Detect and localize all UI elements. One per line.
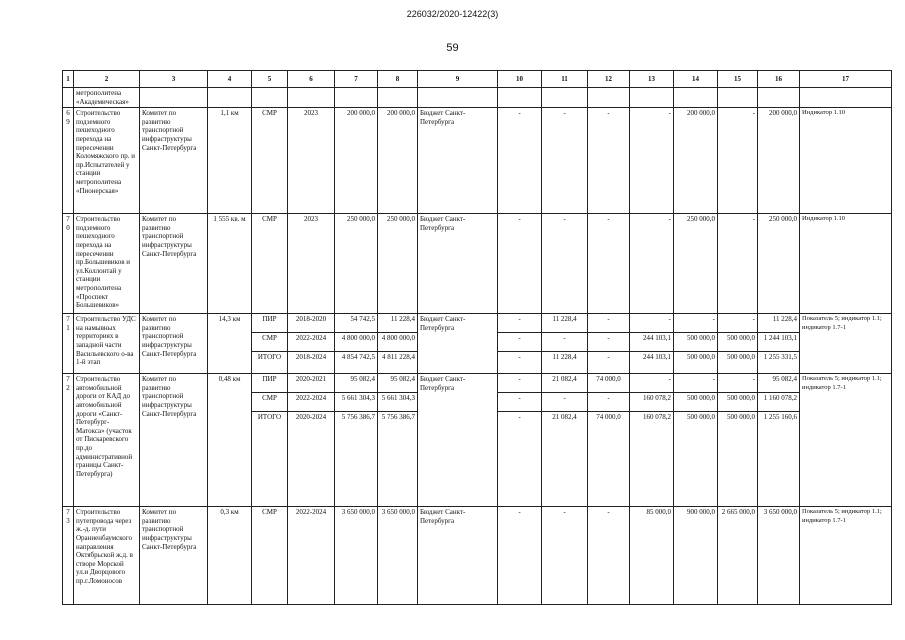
funding-source: Бюджет Санкт-Петербурга: [418, 507, 498, 605]
amount-c13: -: [630, 374, 674, 393]
column-header: 6: [288, 71, 335, 88]
amount-c16: 1 160 078,2: [758, 393, 800, 412]
amount-c12: -: [588, 314, 630, 333]
amount-c14: -: [674, 314, 718, 333]
stage: СМР: [252, 333, 288, 352]
indicator: Показатель 5; индикатор 1.1; индикатор 1.7-1: [800, 507, 892, 605]
amount-c10: -: [498, 412, 542, 507]
remaining-cost: 250 000,0: [378, 214, 418, 314]
column-header: 12: [588, 71, 630, 88]
amount-c11: 11 228,4: [542, 314, 588, 333]
remaining-cost: 4 800 000,0: [378, 333, 418, 352]
amount-c13: 244 103,1: [630, 333, 674, 352]
capacity: 1 555 кв. м: [208, 214, 252, 314]
column-header: 13: [630, 71, 674, 88]
period: 2022-2024: [288, 507, 335, 605]
table-row: [63, 507, 892, 605]
amount-c10: -: [498, 333, 542, 352]
remaining-cost: 200 000,0: [378, 108, 418, 214]
amount-c16: 95 082,4: [758, 374, 800, 393]
row-number: 70: [63, 214, 74, 314]
funding-source: Бюджет Санкт-Петербурга: [418, 214, 498, 314]
stage: ПИР: [252, 314, 288, 333]
capacity: 14,3 км: [208, 314, 252, 374]
remaining-cost: 95 082,4: [378, 374, 418, 393]
amount-c11: -: [542, 333, 588, 352]
row-number: 72: [63, 374, 74, 507]
period: 2022-2024: [288, 393, 335, 412]
amount-c16: 1 255 160,6: [758, 412, 800, 507]
capacity: 0,48 км: [208, 374, 252, 507]
amount-c16: 11 228,4: [758, 314, 800, 333]
indicator: Индикатор 1.10: [800, 214, 892, 314]
amount-c16: 1 244 103,1: [758, 333, 800, 352]
column-number-row: [63, 71, 892, 88]
total-cost: 95 082,4: [335, 374, 378, 393]
column-header: 16: [758, 71, 800, 88]
amount-c13: 85 000,0: [630, 507, 674, 605]
stage: ИТОГО: [252, 412, 288, 507]
amount-c11: 21 082,4: [542, 374, 588, 393]
total-cost: 3 650 000,0: [335, 507, 378, 605]
remaining-cost: 3 650 000,0: [378, 507, 418, 605]
amount-c13: -: [630, 314, 674, 333]
stage: ПИР: [252, 374, 288, 393]
row-number: 71: [63, 314, 74, 374]
amount-c14: 900 000,0: [674, 507, 718, 605]
amount-c13: -: [630, 108, 674, 214]
responsible-org: Комитет по развитию транспортной инфраструктуры Санкт-Петербурга: [140, 108, 208, 214]
amount-c13: 244 103,1: [630, 352, 674, 374]
column-header: 10: [498, 71, 542, 88]
table-row: [63, 214, 892, 314]
total-cost: 4 854 742,5: [335, 352, 378, 374]
amount-c14: 500 000,0: [674, 333, 718, 352]
amount-c16: 200 000,0: [758, 108, 800, 214]
column-header: 8: [378, 71, 418, 88]
column-header: 17: [800, 71, 892, 88]
amount-c11: -: [542, 214, 588, 314]
page-number: 59: [446, 42, 459, 54]
object-name: Строительство подземного пешеходного перехода на пересечении пр.Большевиков и ул.Коллонтай у станции метрополитена «Проспект Большевиков»: [74, 214, 140, 314]
remaining-cost: 4 811 228,4: [378, 352, 418, 374]
object-name: Строительство подземного пешеходного перехода на пересечении Коломяжского пр. и пр.Испытателей у станции метрополитена «Пионерская»: [74, 108, 140, 214]
total-cost: 4 800 000,0: [335, 333, 378, 352]
total-cost: 5 661 304,3: [335, 393, 378, 412]
period: 2020-2024: [288, 412, 335, 507]
amount-c15: 500 000,0: [718, 393, 758, 412]
program-table: [62, 70, 892, 605]
amount-c10: -: [498, 214, 542, 314]
continuation-text: метрополитена «Академическая»: [74, 88, 140, 108]
amount-c11: 21 082,4: [542, 412, 588, 507]
total-cost: 200 000,0: [335, 108, 378, 214]
amount-c11: -: [542, 393, 588, 412]
responsible-org: Комитет по развитию транспортной инфраструктуры Санкт-Петербурга: [140, 374, 208, 507]
period: 2018-2024: [288, 352, 335, 374]
responsible-org: Комитет по развитию транспортной инфраструктуры Санкт-Петербурга: [140, 314, 208, 374]
amount-c13: 160 078,2: [630, 393, 674, 412]
amount-c15: -: [718, 214, 758, 314]
document-number: 226032/2020-12422(3): [406, 9, 499, 19]
capacity: 1,1 км: [208, 108, 252, 214]
indicator: Показатель 5; индикатор 1.1; индикатор 1.7-1: [800, 374, 892, 507]
amount-c15: -: [718, 314, 758, 333]
amount-c12: -: [588, 352, 630, 374]
amount-c15: 2 665 000,0: [718, 507, 758, 605]
object-name: Строительство путепровода через ж.-д. пути Ораниенбаумского направления Октябрьской ж.д. в створе Морской ул.и Дворцового пр.г.Ломоносов: [74, 507, 140, 605]
table-row: [63, 374, 892, 393]
stage: СМР: [252, 507, 288, 605]
table-row: [63, 314, 892, 333]
object-name: Строительство УДС на намывных территориях в западной части Васильевского о-ва 1-й этап: [74, 314, 140, 374]
amount-c14: 500 000,0: [674, 352, 718, 374]
column-header: 5: [252, 71, 288, 88]
amount-c10: -: [498, 507, 542, 605]
amount-c14: -: [674, 374, 718, 393]
amount-c12: 74 000,0: [588, 412, 630, 507]
funding-source: Бюджет Санкт-Петербурга: [418, 108, 498, 214]
row-number: 73: [63, 507, 74, 605]
amount-c14: 200 000,0: [674, 108, 718, 214]
amount-c14: 250 000,0: [674, 214, 718, 314]
indicator: Индикатор 1.10: [800, 108, 892, 214]
column-header: 7: [335, 71, 378, 88]
column-header: 14: [674, 71, 718, 88]
column-header: 2: [74, 71, 140, 88]
period: 2018-2020: [288, 314, 335, 333]
amount-c10: -: [498, 374, 542, 393]
amount-c11: 11 228,4: [542, 352, 588, 374]
responsible-org: Комитет по развитию транспортной инфраструктуры Санкт-Петербурга: [140, 214, 208, 314]
amount-c12: -: [588, 108, 630, 214]
column-header: 1: [63, 71, 74, 88]
row-number: 69: [63, 108, 74, 214]
amount-c15: -: [718, 374, 758, 393]
remaining-cost: 11 228,4: [378, 314, 418, 333]
stage: СМР: [252, 214, 288, 314]
amount-c11: -: [542, 507, 588, 605]
column-header: 3: [140, 71, 208, 88]
funding-source: Бюджет Санкт-Петербурга: [418, 374, 498, 507]
stage: СМР: [252, 108, 288, 214]
stage: СМР: [252, 393, 288, 412]
amount-c13: -: [630, 214, 674, 314]
indicator: Показатель 5; индикатор 1.1; индикатор 1.7-1: [800, 314, 892, 374]
period: 2022-2024: [288, 333, 335, 352]
amount-c10: -: [498, 352, 542, 374]
amount-c13: 160 078,2: [630, 412, 674, 507]
object-name: Строительство автомобильной дороги от КАД до автомобильной дороги «Санкт-Петербург-Матокса» (участок от Пискаревского пр.до административной границы Санкт-Петербурга): [74, 374, 140, 507]
amount-c15: 500 000,0: [718, 412, 758, 507]
remaining-cost: 5 756 386,7: [378, 412, 418, 507]
column-header: 11: [542, 71, 588, 88]
amount-c10: -: [498, 393, 542, 412]
amount-c15: 500 000,0: [718, 352, 758, 374]
amount-c12: -: [588, 214, 630, 314]
amount-c11: -: [542, 108, 588, 214]
amount-c14: 500 000,0: [674, 412, 718, 507]
remaining-cost: 5 661 304,3: [378, 393, 418, 412]
amount-c16: 3 650 000,0: [758, 507, 800, 605]
amount-c10: -: [498, 314, 542, 333]
total-cost: 5 756 386,7: [335, 412, 378, 507]
amount-c12: -: [588, 333, 630, 352]
amount-c10: -: [498, 108, 542, 214]
period: 2023: [288, 214, 335, 314]
column-header: 9: [418, 71, 498, 88]
column-header: 15: [718, 71, 758, 88]
capacity: 0,3 км: [208, 507, 252, 605]
total-cost: 54 742,5: [335, 314, 378, 333]
amount-c12: -: [588, 507, 630, 605]
responsible-org: Комитет по развитию транспортной инфраструктуры Санкт-Петербурга: [140, 507, 208, 605]
amount-c12: -: [588, 393, 630, 412]
total-cost: 250 000,0: [335, 214, 378, 314]
stage: ИТОГО: [252, 352, 288, 374]
amount-c12: 74 000,0: [588, 374, 630, 393]
amount-c15: -: [718, 108, 758, 214]
period: 2023: [288, 108, 335, 214]
column-header: 4: [208, 71, 252, 88]
amount-c16: 250 000,0: [758, 214, 800, 314]
funding-source: Бюджет Санкт-Петербурга: [418, 314, 498, 374]
continuation-row: [63, 88, 892, 108]
amount-c15: 500 000,0: [718, 333, 758, 352]
period: 2020-2021: [288, 374, 335, 393]
amount-c14: 500 000,0: [674, 393, 718, 412]
amount-c16: 1 255 331,5: [758, 352, 800, 374]
table-row: [63, 108, 892, 214]
